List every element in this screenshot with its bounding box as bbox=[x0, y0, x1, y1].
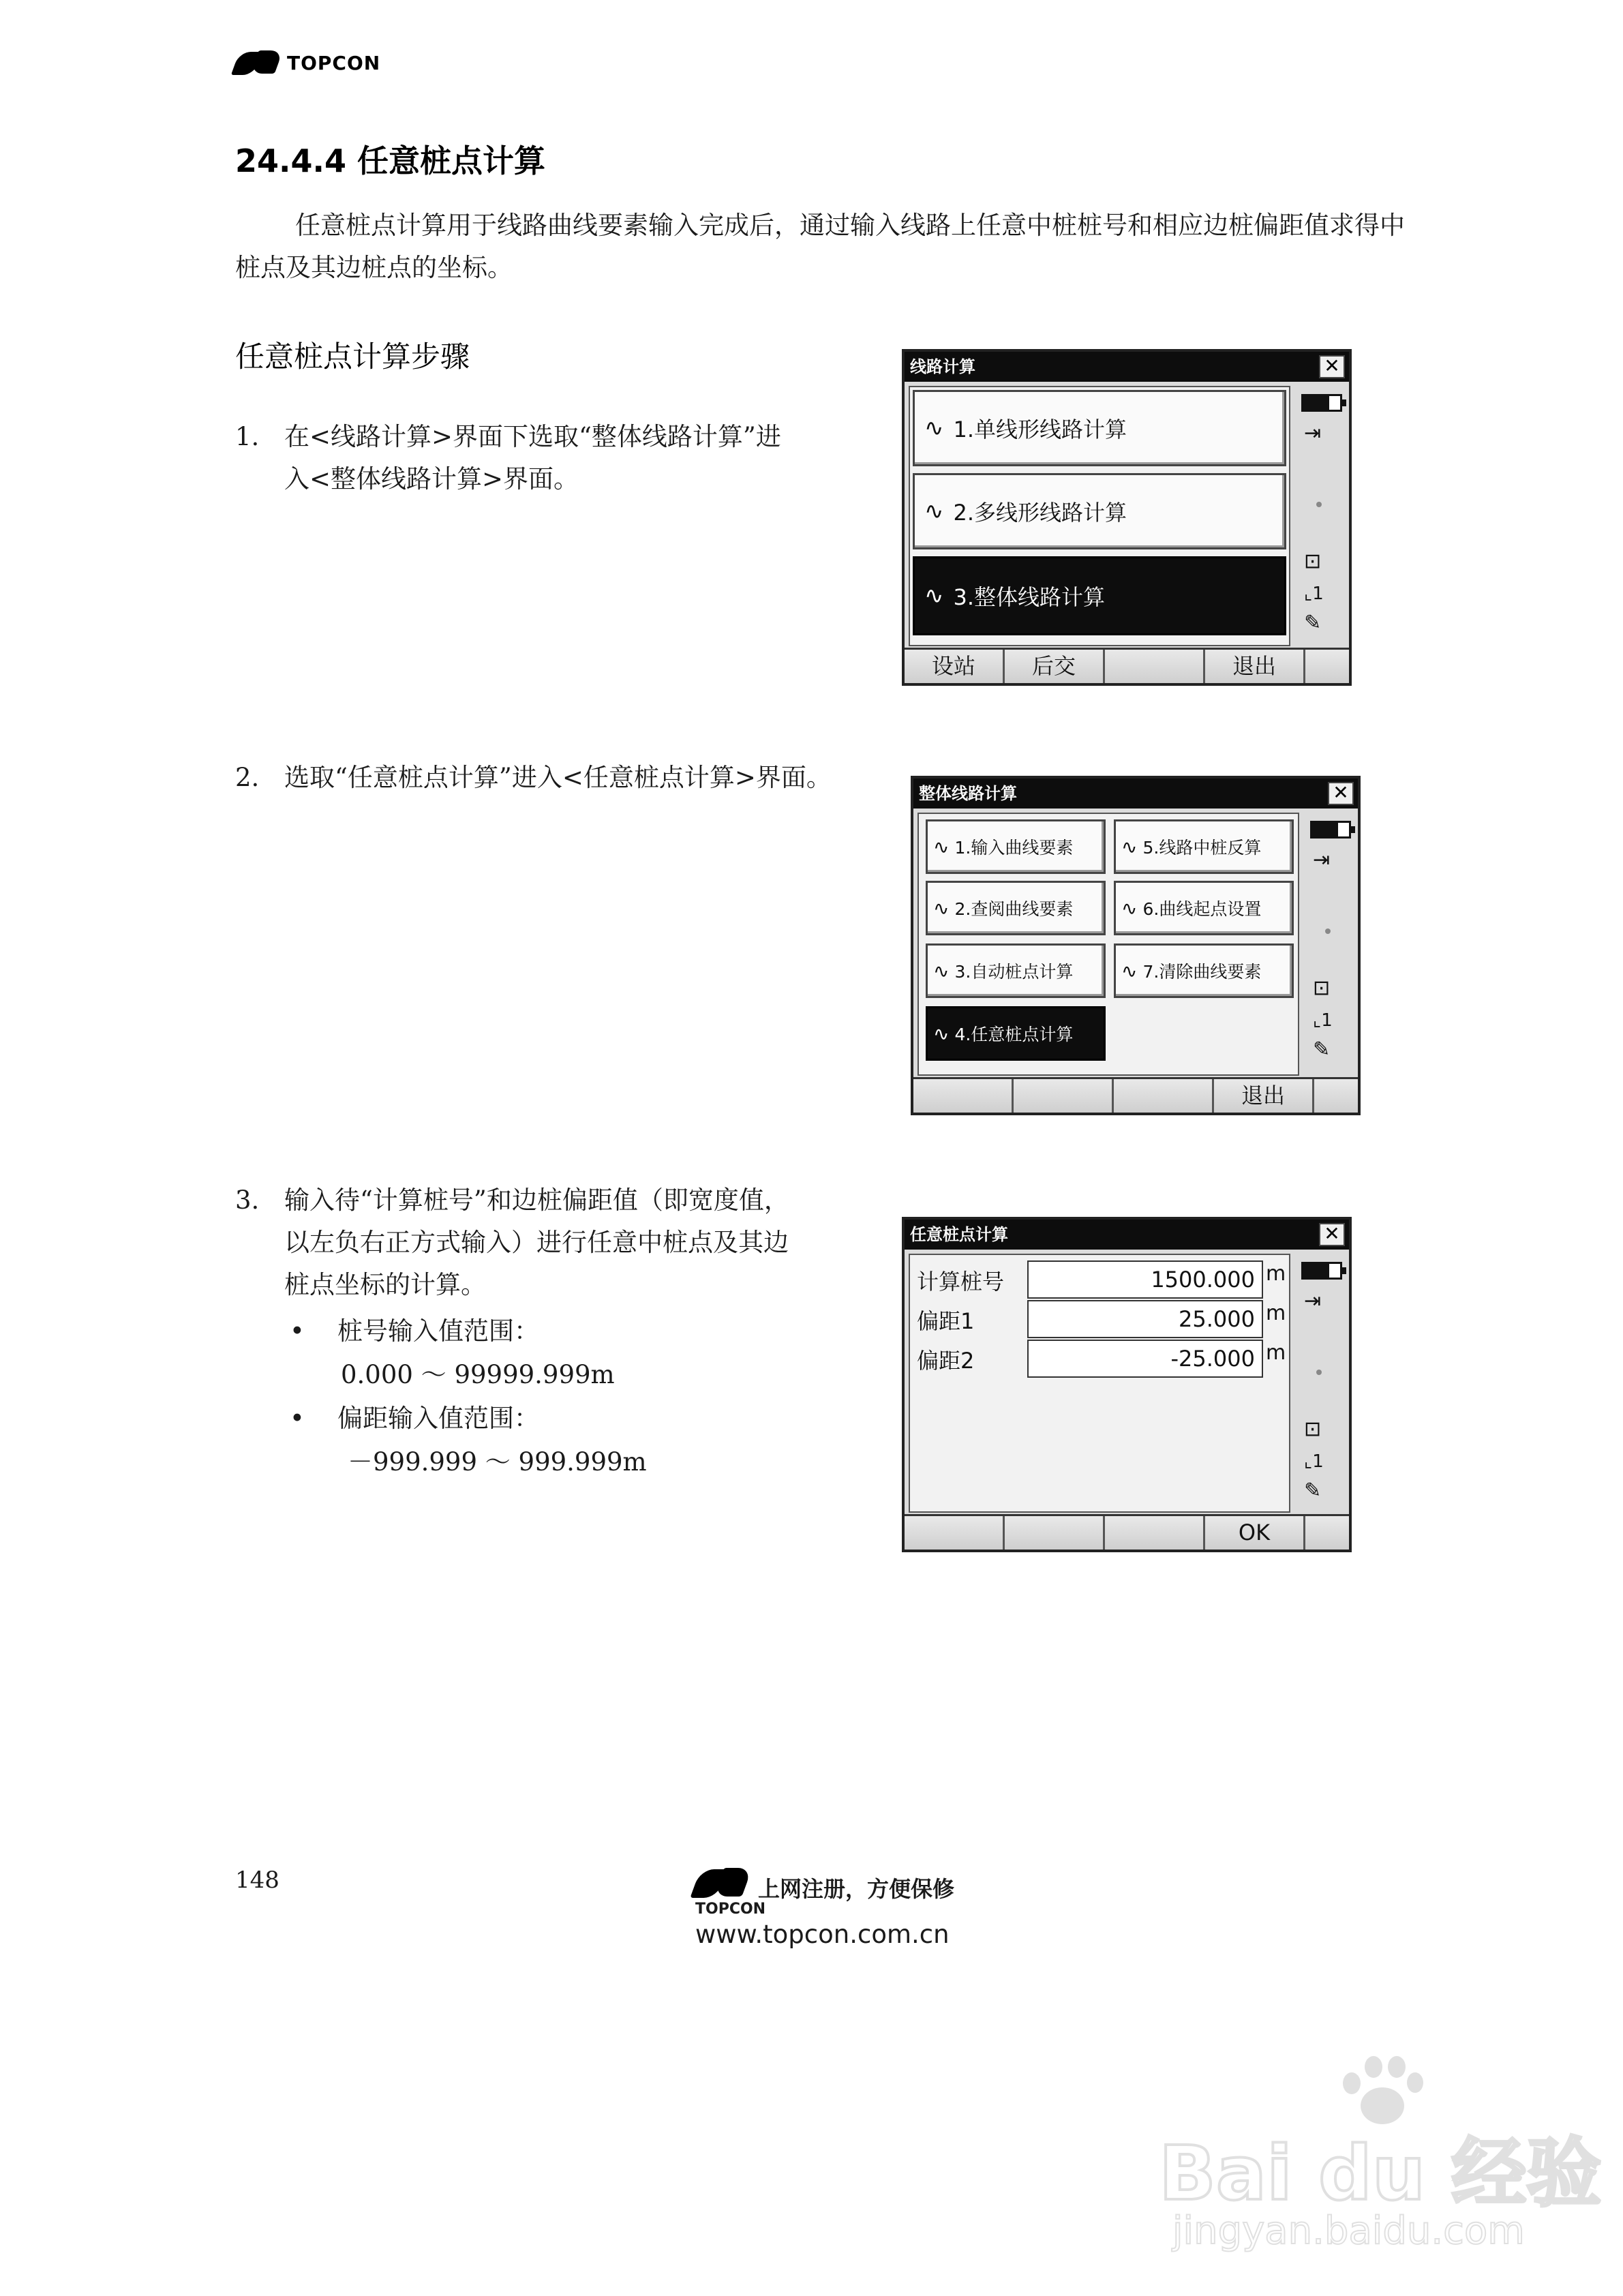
route-icon: ∿ bbox=[924, 498, 944, 525]
route-icon: ∿ bbox=[933, 959, 950, 982]
close-button[interactable]: ✕ bbox=[1319, 1223, 1345, 1246]
step-text bbox=[284, 1179, 789, 1306]
footer-brand: TOPCON bbox=[695, 1901, 766, 1918]
field-label-offset2: 偏距2 bbox=[917, 1348, 975, 1374]
level-icon: ⌞1 bbox=[1313, 1010, 1333, 1031]
field-label-offset1: 偏距1 bbox=[917, 1308, 975, 1334]
step-text bbox=[284, 757, 832, 799]
close-button[interactable]: ✕ bbox=[1319, 355, 1345, 378]
screen-arbitrary-stake-calc bbox=[902, 1217, 1352, 1552]
softkey-extra[interactable] bbox=[1305, 650, 1349, 683]
status-sidebar bbox=[1303, 813, 1356, 1072]
edit-icon: ✎ bbox=[1304, 611, 1322, 635]
watermark-url: jingyan.baidu.com bbox=[1172, 2209, 1525, 2253]
topcon-logo bbox=[235, 48, 380, 78]
bullet-icon: • bbox=[290, 1404, 305, 1433]
level-icon: ⌞1 bbox=[1304, 584, 1324, 604]
station-input[interactable]: 1500.000 bbox=[1027, 1260, 1263, 1299]
offset2-input[interactable]: -25.000 bbox=[1027, 1340, 1263, 1378]
topcon-logo-mark bbox=[235, 49, 282, 76]
signal-icon: ⇥ bbox=[1313, 848, 1331, 872]
step-text bbox=[284, 416, 781, 500]
route-icon: ∿ bbox=[933, 1022, 950, 1045]
softkey-empty[interactable] bbox=[1014, 1079, 1114, 1113]
menu-item-label: 3.自动桩点计算 bbox=[954, 962, 1074, 982]
menu-item-view-curve[interactable] bbox=[926, 881, 1106, 935]
menu-item-arbitrary-stake[interactable] bbox=[926, 1006, 1106, 1061]
menu-item-label: 2.多线形线路计算 bbox=[953, 500, 1127, 526]
menu-item-input-curve[interactable] bbox=[926, 819, 1106, 874]
battery-icon bbox=[1301, 394, 1342, 412]
footer-url[interactable]: www.topcon.com.cn bbox=[695, 1920, 950, 1949]
menu-item-curve-start[interactable] bbox=[1114, 881, 1294, 935]
route-icon: ∿ bbox=[924, 414, 944, 442]
route-icon: ∿ bbox=[933, 896, 950, 920]
window-title: 任意桩点计算 bbox=[905, 1220, 1349, 1250]
window-title: 线路计算 bbox=[905, 352, 1349, 382]
status-sidebar bbox=[1294, 1254, 1348, 1513]
bullet-range-value: 0.000 ～ 99999.999m bbox=[341, 1360, 615, 1389]
topcon-logo-mark bbox=[695, 1868, 750, 1902]
menu-item-multi-route[interactable] bbox=[913, 473, 1286, 549]
screen-route-calc bbox=[902, 349, 1352, 686]
menu-item-auto-stake[interactable] bbox=[926, 943, 1106, 998]
route-icon: ∿ bbox=[924, 582, 944, 609]
route-icon: ∿ bbox=[933, 835, 950, 858]
menu-item-label: 1.输入曲线要素 bbox=[954, 838, 1074, 858]
battery-icon bbox=[1301, 1262, 1342, 1280]
menu-item-single-route[interactable] bbox=[913, 390, 1286, 466]
step-number: 3. bbox=[235, 1185, 260, 1215]
step-1 bbox=[235, 416, 890, 504]
step-3 bbox=[235, 1179, 890, 1534]
softkey-empty[interactable] bbox=[1105, 650, 1205, 683]
softkey-empty[interactable] bbox=[905, 1516, 1005, 1550]
intro-paragraph bbox=[235, 205, 1408, 289]
route-icon: ∿ bbox=[1121, 959, 1138, 982]
watermark-brand: Bai du 经验 bbox=[1159, 2130, 1602, 2217]
menu-area bbox=[917, 813, 1299, 1076]
field-unit: m bbox=[1266, 1301, 1286, 1325]
bullet-range-value: －999.999 ～ 999.999m bbox=[348, 1447, 647, 1477]
step-line: 桩点坐标的计算。 bbox=[284, 1270, 486, 1299]
offset1-input[interactable]: 25.000 bbox=[1027, 1300, 1263, 1338]
battery-icon bbox=[1310, 821, 1351, 839]
softkey-exit[interactable]: 退出 bbox=[1214, 1079, 1314, 1113]
step-2 bbox=[235, 757, 890, 804]
status-dot-icon bbox=[1316, 1370, 1322, 1375]
footer-slogan: 上网注册，方便保修 bbox=[758, 1876, 955, 1902]
bullet-label: 桩号输入值范围： bbox=[337, 1316, 539, 1346]
menu-item-label: 6.曲线起点设置 bbox=[1142, 899, 1262, 919]
footer-logo bbox=[695, 1868, 982, 1957]
level-icon: ⌞1 bbox=[1304, 1451, 1324, 1472]
signal-icon: ⇥ bbox=[1304, 1289, 1322, 1313]
route-icon: ∿ bbox=[1121, 896, 1138, 920]
instrument-icon: ⊡ bbox=[1313, 976, 1331, 1000]
status-dot-icon bbox=[1316, 502, 1322, 507]
softkey-ok[interactable]: OK bbox=[1205, 1516, 1305, 1550]
menu-area bbox=[909, 386, 1290, 646]
bullet-icon: • bbox=[290, 1316, 305, 1346]
softkey-empty[interactable] bbox=[1005, 1516, 1105, 1550]
softkey-bar bbox=[905, 648, 1349, 683]
baidu-watermark bbox=[1159, 2052, 1602, 2256]
menu-item-label: 3.整体线路计算 bbox=[953, 584, 1106, 610]
step-line: 入<整体线路计算>界面。 bbox=[284, 464, 579, 494]
step-line: 选取“任意桩点计算”进入<任意桩点计算>界面。 bbox=[284, 763, 832, 792]
softkey-exit[interactable]: 退出 bbox=[1205, 650, 1305, 683]
menu-item-label: 7.清除曲线要素 bbox=[1142, 962, 1262, 982]
softkey-bar bbox=[913, 1077, 1358, 1113]
section-title: 24.4.4 任意桩点计算 bbox=[235, 142, 545, 179]
menu-item-whole-route[interactable] bbox=[913, 556, 1286, 635]
step-line: 输入待“计算桩号”和边桩偏距值（即宽度值， bbox=[284, 1185, 789, 1215]
intro-text: 任意桩点计算用于线路曲线要素输入完成后，通过输入线路上任意中桩桩号和相应边桩偏距值求得中桩点及其边桩点的坐标。 bbox=[235, 211, 1405, 282]
status-dot-icon bbox=[1325, 928, 1331, 934]
menu-item-reverse-calc[interactable] bbox=[1114, 819, 1294, 874]
menu-item-label: 2.查阅曲线要素 bbox=[954, 899, 1074, 919]
status-sidebar bbox=[1294, 386, 1348, 645]
step-number: 2. bbox=[235, 763, 260, 792]
step-line: 以左负右正方式输入）进行任意中桩点及其边 bbox=[284, 1228, 789, 1257]
signal-icon: ⇥ bbox=[1304, 421, 1322, 445]
input-form bbox=[909, 1254, 1290, 1513]
field-unit: m bbox=[1266, 1262, 1286, 1286]
menu-item-label: 5.线路中桩反算 bbox=[1142, 838, 1262, 858]
softkey-extra[interactable] bbox=[1305, 1516, 1349, 1550]
softkey-extra[interactable] bbox=[1314, 1079, 1358, 1113]
softkey-resection[interactable]: 后交 bbox=[1005, 650, 1105, 683]
softkey-setup-station[interactable]: 设站 bbox=[905, 650, 1005, 683]
field-unit: m bbox=[1266, 1341, 1286, 1365]
instrument-icon: ⊡ bbox=[1304, 549, 1322, 573]
menu-item-label: 4.任意桩点计算 bbox=[954, 1025, 1074, 1044]
window-title: 整体线路计算 bbox=[913, 779, 1358, 809]
edit-icon: ✎ bbox=[1313, 1038, 1331, 1061]
softkey-empty[interactable] bbox=[913, 1079, 1014, 1113]
page-number: 148 bbox=[235, 1867, 279, 1894]
instrument-icon: ⊡ bbox=[1304, 1417, 1322, 1441]
softkey-bar bbox=[905, 1514, 1349, 1550]
field-label-station: 计算桩号 bbox=[917, 1269, 1005, 1295]
topcon-logo-text: TOPCON bbox=[287, 51, 381, 74]
menu-item-clear-curve[interactable] bbox=[1114, 943, 1294, 998]
step-line: 在<线路计算>界面下选取“整体线路计算”进 bbox=[284, 422, 781, 451]
bullet-label: 偏距输入值范围： bbox=[337, 1404, 539, 1433]
step-number: 1. bbox=[235, 422, 260, 451]
edit-icon: ✎ bbox=[1304, 1479, 1322, 1502]
softkey-empty[interactable] bbox=[1105, 1516, 1205, 1550]
menu-item-label: 1.单线形线路计算 bbox=[953, 417, 1127, 442]
steps-title: 任意桩点计算步骤 bbox=[235, 340, 470, 374]
softkey-empty[interactable] bbox=[1114, 1079, 1214, 1113]
close-button[interactable]: ✕ bbox=[1328, 782, 1354, 805]
screen-whole-route-calc bbox=[911, 776, 1361, 1115]
route-icon: ∿ bbox=[1121, 835, 1138, 858]
